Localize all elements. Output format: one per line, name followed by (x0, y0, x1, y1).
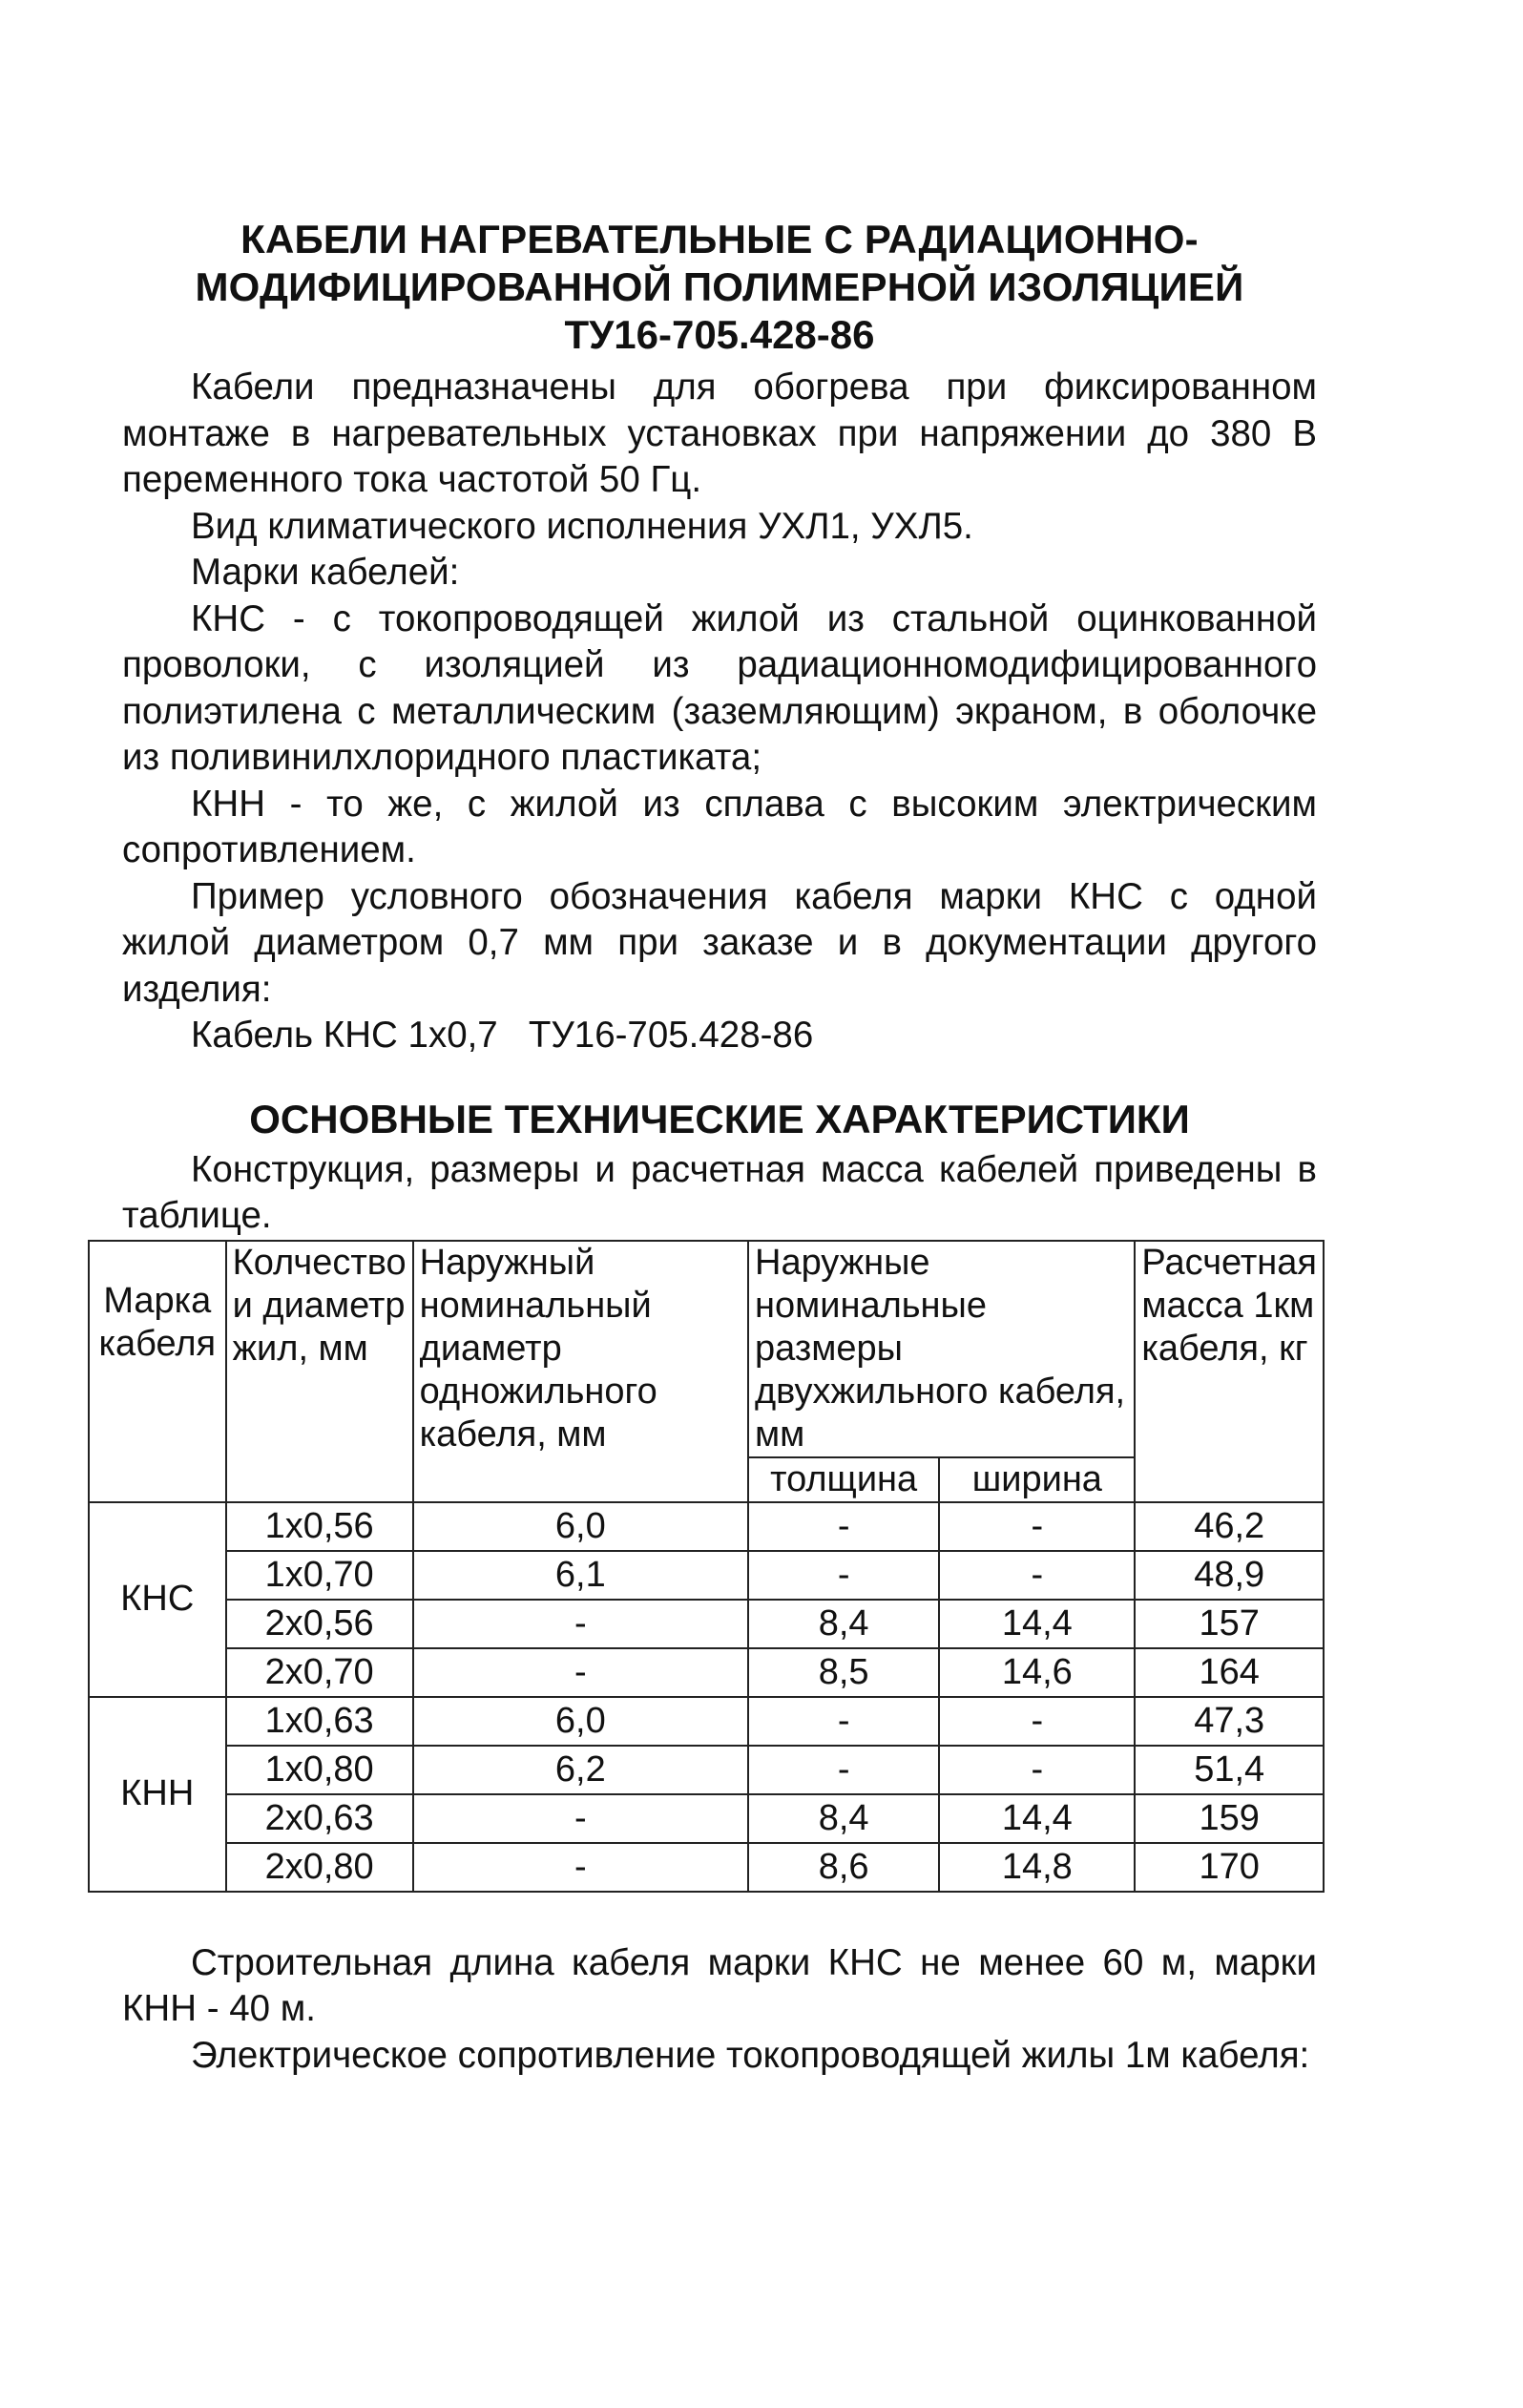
cores-cell: 2х0,70 (226, 1648, 413, 1697)
diameter-cell: 6,0 (413, 1502, 748, 1551)
table-intro: Конструкция, размеры и расчетная масса кабелей приведены в таблице. (122, 1148, 1317, 1236)
width-cell: 14,4 (939, 1794, 1135, 1843)
table-row (89, 1746, 1324, 1794)
thickness-cell: - (748, 1697, 939, 1746)
width-cell: 14,6 (939, 1648, 1135, 1697)
header-cores: Колчество и диаметр жил, мм (226, 1241, 413, 1502)
header-width: ширина (939, 1457, 1135, 1502)
header-thickness: толщина (748, 1457, 939, 1502)
cores-cell: 1х0,56 (226, 1502, 413, 1551)
thickness-cell: - (748, 1551, 939, 1600)
table-row (89, 1794, 1324, 1843)
thickness-cell: 8,4 (748, 1600, 939, 1648)
cores-cell: 2х0,80 (226, 1843, 413, 1892)
width-cell: - (939, 1551, 1135, 1600)
example-designation: Кабель КНС 1х0,7 ТУ16-705.428-86 (191, 1015, 814, 1056)
document-title-line2: МОДИФИЦИРОВАННОЙ ПОЛИМЕРНОЙ ИЗОЛЯЦИЕЙ (195, 264, 1244, 309)
diameter-cell: 6,0 (413, 1697, 748, 1746)
width-cell: - (939, 1502, 1135, 1551)
brand-cell: КНС (89, 1502, 226, 1697)
thickness-cell: 8,4 (748, 1794, 939, 1843)
width-cell: 14,4 (939, 1600, 1135, 1648)
kns-description: КНС - с токопроводящей жилой из стальной оцинкованной проволоки, с изоляцией из радиационномодифицированного полиэтилена с металлическим (заземляющим) экраном, в оболочке из поливинилхлоридного пластиката; (122, 597, 1317, 778)
brands-label: Марки кабелей: (191, 552, 460, 593)
diameter-cell: 6,2 (413, 1746, 748, 1794)
table-header-row (89, 1241, 1324, 1457)
mass-cell: 48,9 (1135, 1551, 1324, 1600)
document-standard: ТУ16-705.428-86 (564, 312, 875, 357)
diameter-cell: 6,1 (413, 1551, 748, 1600)
header-dual-dims: Наружные номинальные размеры двухжильного кабеля, мм (748, 1241, 1135, 1457)
specs-section-title: ОСНОВНЫЕ ТЕХНИЧЕСКИЕ ХАРАКТЕРИСТИКИ (249, 1096, 1190, 1141)
mass-cell: 170 (1135, 1843, 1324, 1892)
cores-cell: 1х0,63 (226, 1697, 413, 1746)
knn-description: КНН - то же, с жилой из сплава с высоким электрическим сопротивлением. (122, 783, 1317, 870)
thickness-cell: 8,6 (748, 1843, 939, 1892)
cores-cell: 2х0,63 (226, 1794, 413, 1843)
mass-cell: 164 (1135, 1648, 1324, 1697)
brand-cell: КНН (89, 1697, 226, 1892)
cores-cell: 1х0,80 (226, 1746, 413, 1794)
table-row (89, 1843, 1324, 1892)
document-title-line1: КАБЕЛИ НАГРЕВАТЕЛЬНЫЕ С РАДИАЦИОННО- (240, 217, 1199, 262)
specs-table (88, 1240, 1325, 1893)
resistance-paragraph: Электрическое сопротивление токопроводящей жилы 1м кабеля: (191, 2034, 1310, 2076)
example-paragraph: Пример условного обозначения кабеля марки КНС с одной жилой диаметром 0,7 мм при заказе и в документации другого изделия: (122, 875, 1317, 1010)
width-cell: - (939, 1697, 1135, 1746)
cores-cell: 1х0,70 (226, 1551, 413, 1600)
table-row (89, 1697, 1324, 1746)
document-page (98, 216, 1317, 2079)
width-cell: - (939, 1746, 1135, 1794)
table-row (89, 1502, 1324, 1551)
width-cell: 14,8 (939, 1843, 1135, 1892)
header-brand: Марка кабеля (89, 1241, 226, 1502)
mass-cell: 51,4 (1135, 1746, 1324, 1794)
diameter-cell: - (413, 1600, 748, 1648)
header-single-diameter: Наружный номинальный диаметр одножильного кабеля, мм (413, 1241, 748, 1502)
table-row (89, 1648, 1324, 1697)
thickness-cell: 8,5 (748, 1648, 939, 1697)
mass-cell: 159 (1135, 1794, 1324, 1843)
diameter-cell: - (413, 1794, 748, 1843)
mass-cell: 46,2 (1135, 1502, 1324, 1551)
table-row (89, 1551, 1324, 1600)
thickness-cell: - (748, 1502, 939, 1551)
purpose-paragraph: Кабели предназначены для обогрева при фиксированном монтаже в нагревательных установках при напряжении до 380 В переменного тока частотой 50 Гц. (122, 366, 1317, 500)
table-row (89, 1600, 1324, 1648)
thickness-cell: - (748, 1746, 939, 1794)
climate-paragraph: Вид климатического исполнения УХЛ1, УХЛ5. (191, 505, 973, 547)
header-mass: Расчетная масса 1км кабеля, кг (1135, 1241, 1324, 1502)
construction-length-paragraph: Строительная длина кабеля марки КНС не менее 60 м, марки КНН - 40 м. (122, 1941, 1317, 2029)
diameter-cell: - (413, 1843, 748, 1892)
mass-cell: 47,3 (1135, 1697, 1324, 1746)
cores-cell: 2х0,56 (226, 1600, 413, 1648)
mass-cell: 157 (1135, 1600, 1324, 1648)
diameter-cell: - (413, 1648, 748, 1697)
